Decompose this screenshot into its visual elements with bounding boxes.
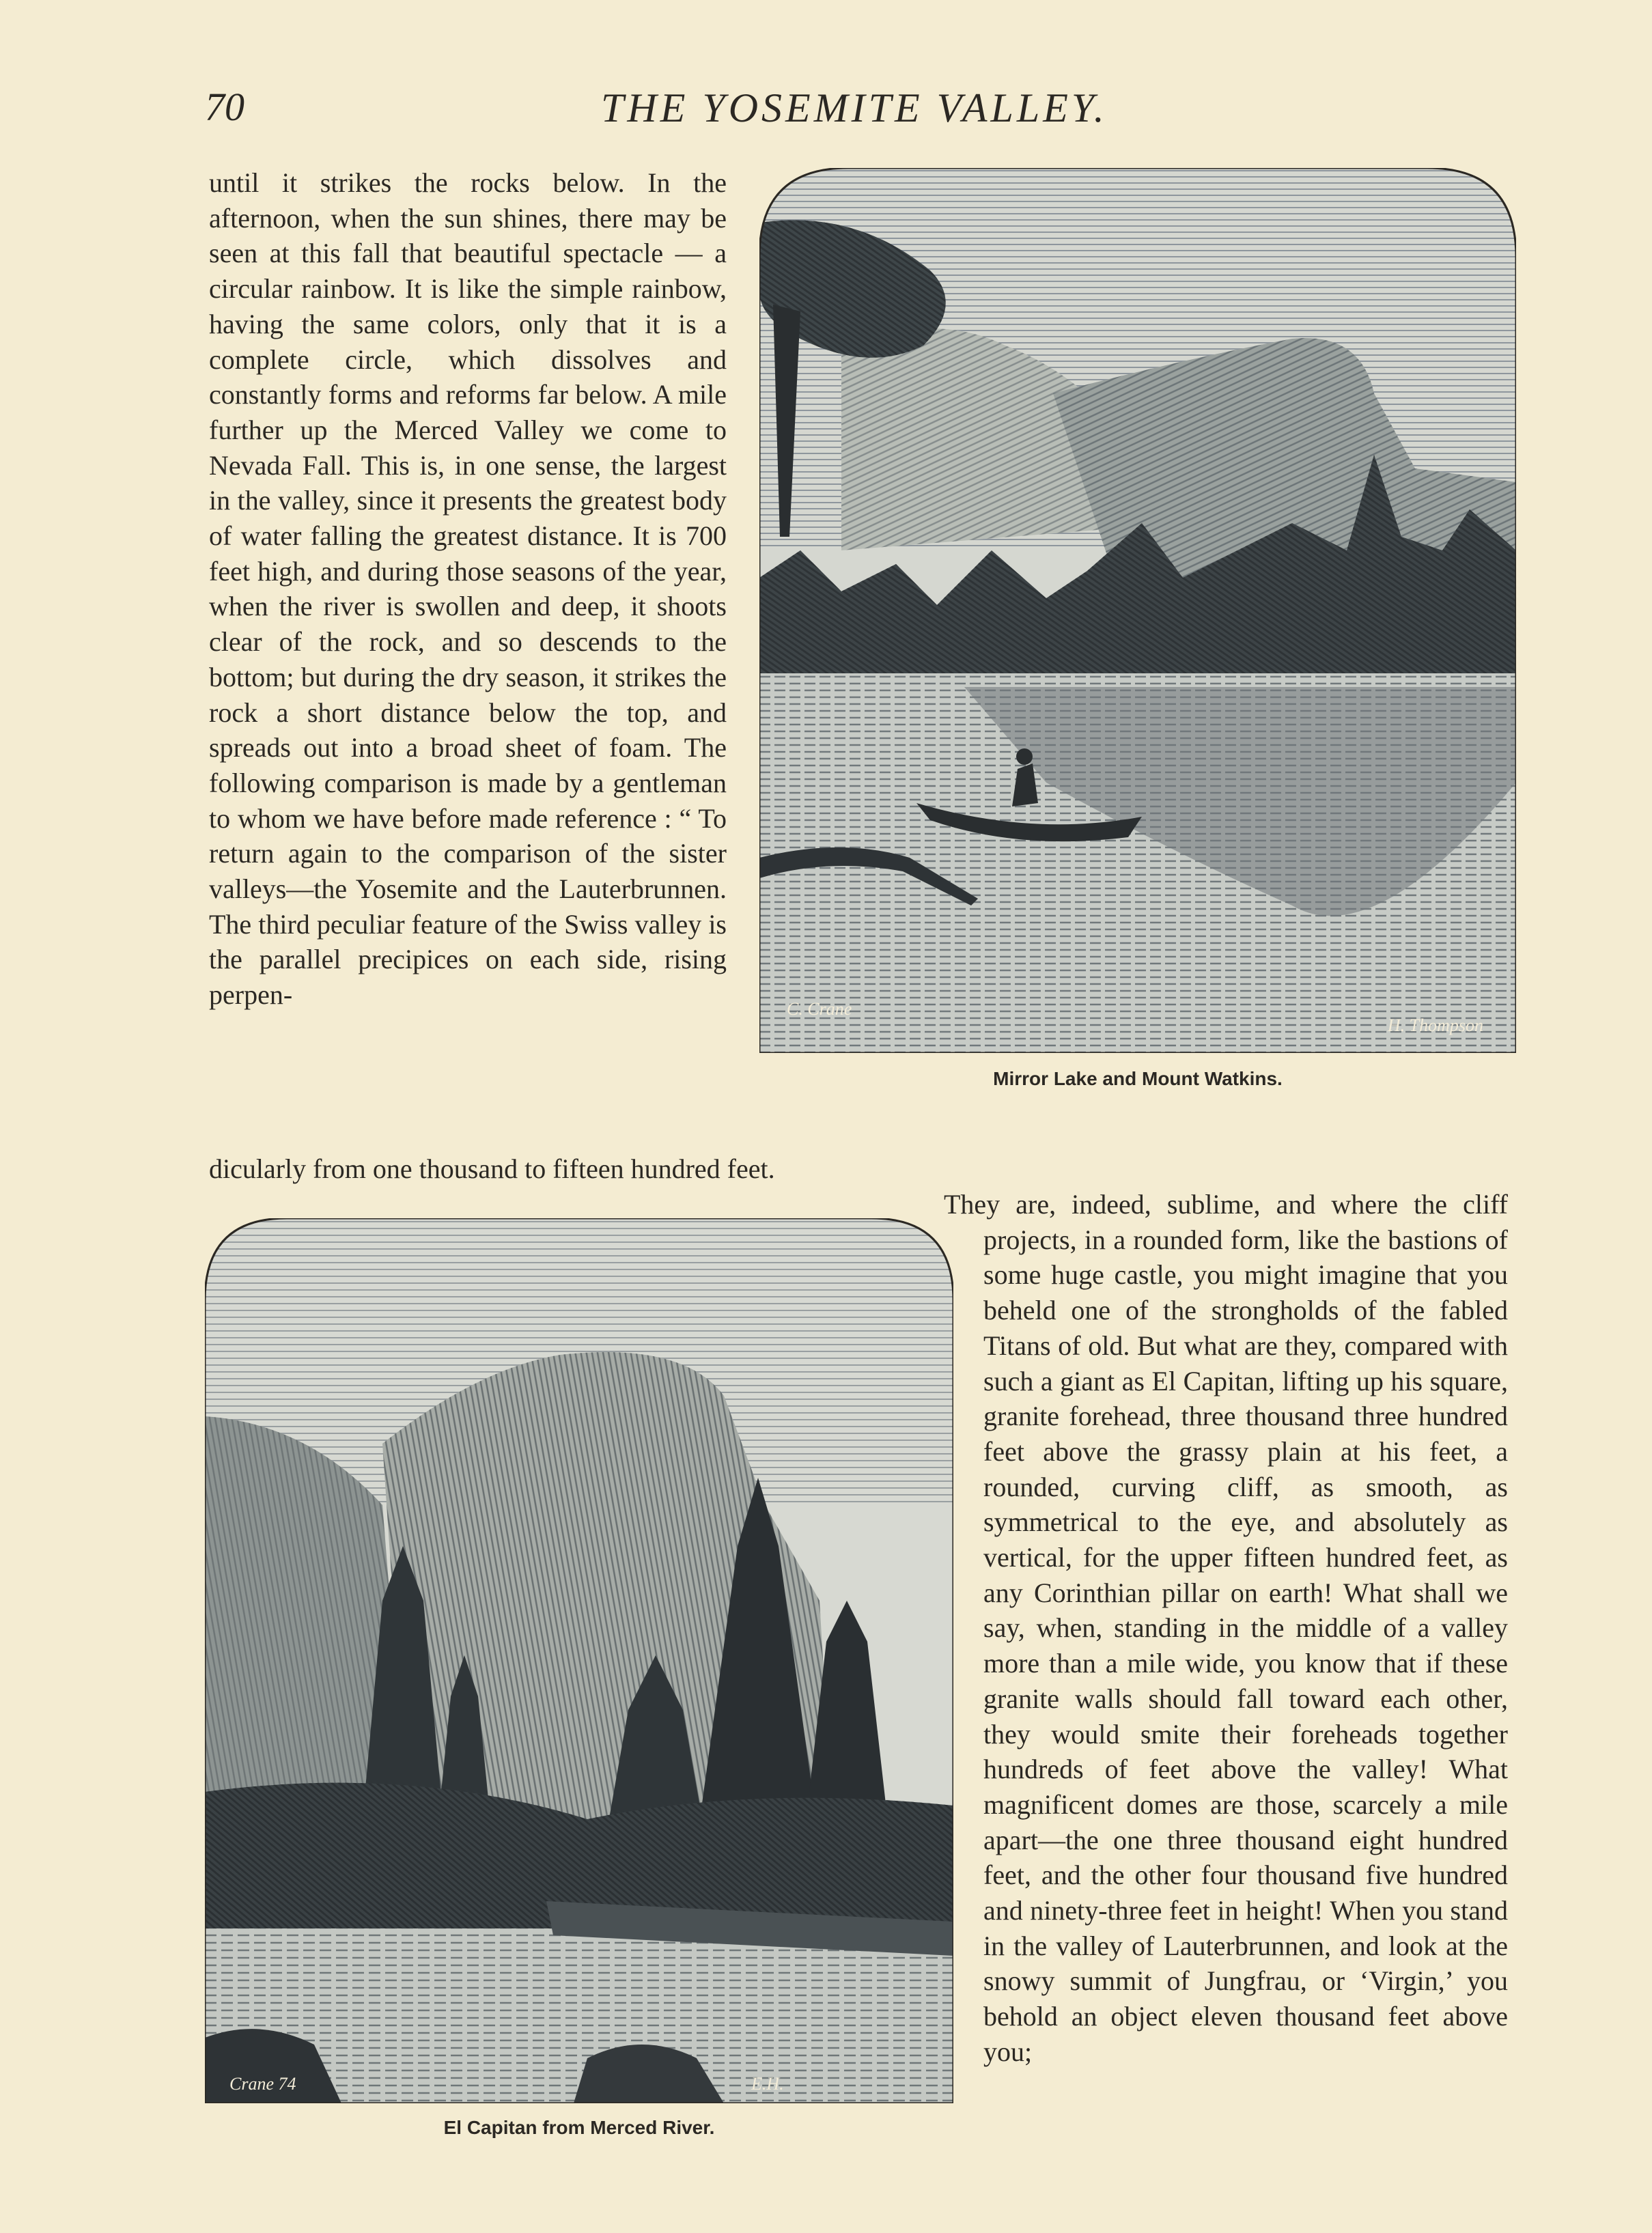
engraving-cliff-river-icon [205,1218,953,2103]
engraver-signature-right: E.H. [751,2074,784,2094]
mirror-lake-illustration [759,168,1516,1053]
body-text-wide-line: dicularly from one thousand to fifteen hundred feet. [209,1153,775,1184]
body-text-right-column: They are, indeed, sublime, and where the cliff projects, in a rounded form, like the bastions of some huge castle, you might imagine that you beheld one of the strongholds of the fabled Titans of old. But what are they, compared with such a giant as El Capitan, lifting up his square, granite forehead, three thousand three hundred feet above the grassy plain at his feet, a rounded, curving cliff, as smooth, as symmetrical to the eye, and absolutely as vertical, for the upper fifteen hundred feet, as any Corinthian pillar on earth! What shall we say, when, standing in the middle of a valley more than a mile wide, you know that if these granite walls should fall toward each other, they would smite their foreheads together hundreds of feet above the valley! What magnificent domes are those, scarcely a mile apart—the one three thousand eight hundred feet, and the other four thousand five hundred and ninety-three feet in height! When you stand in the valley of Lauterbrunnen, and look at the snowy summit of Jungfrau, or ‘Virgin,’ you behold an object eleven thousand feet above you; [944,1189,1508,2067]
engraver-signature-right: H. Thompson [1387,1015,1483,1035]
figure-caption-mirror-lake: Mirror Lake and Mount Watkins. [993,1068,1283,1089]
body-text-upper-left: until it strikes the rocks below. In the afternoon, when the sun shines, there may be seen at this fall that beautiful spectacle — a circular rainbow. It is like the simple rainbow, having the same colors, only that it is a complete circle, which dissolves and constantly forms and reforms far below. A mile further up the Merced Valley we come to Nevada Fall. This is, in one sense, the largest in the valley, since it presents the greatest body of water falling the greatest distance. It is 700 feet high, and during those seasons of the year, when the river is swollen and deep, it shoots clear of the rock, and so descends to the bottom; but during the dry season, it strikes the rock a short distance below the top, and spreads out into a broad sheet of foam. The following comparison is made by a gentleman to whom we have before made reference : “ To return again to the comparison of the sister valleys—the Yosemite and the Lauterbrunnen. The third peculiar feature of the Swiss valley is the parallel precipices on each side, rising perpen- [209,167,727,1011]
artist-signature-left: C. Crane [787,999,852,1019]
page-number: 70 [205,85,244,129]
figure-caption-el-capitan: El Capitan from Merced River. [443,2117,715,2138]
artist-signature-left: Crane 74 [229,2074,296,2094]
engraving-lake-canoe-icon [759,168,1516,1053]
running-head: THE YOSEMITE VALLEY. [601,85,1108,130]
el-capitan-illustration [205,1218,953,2103]
